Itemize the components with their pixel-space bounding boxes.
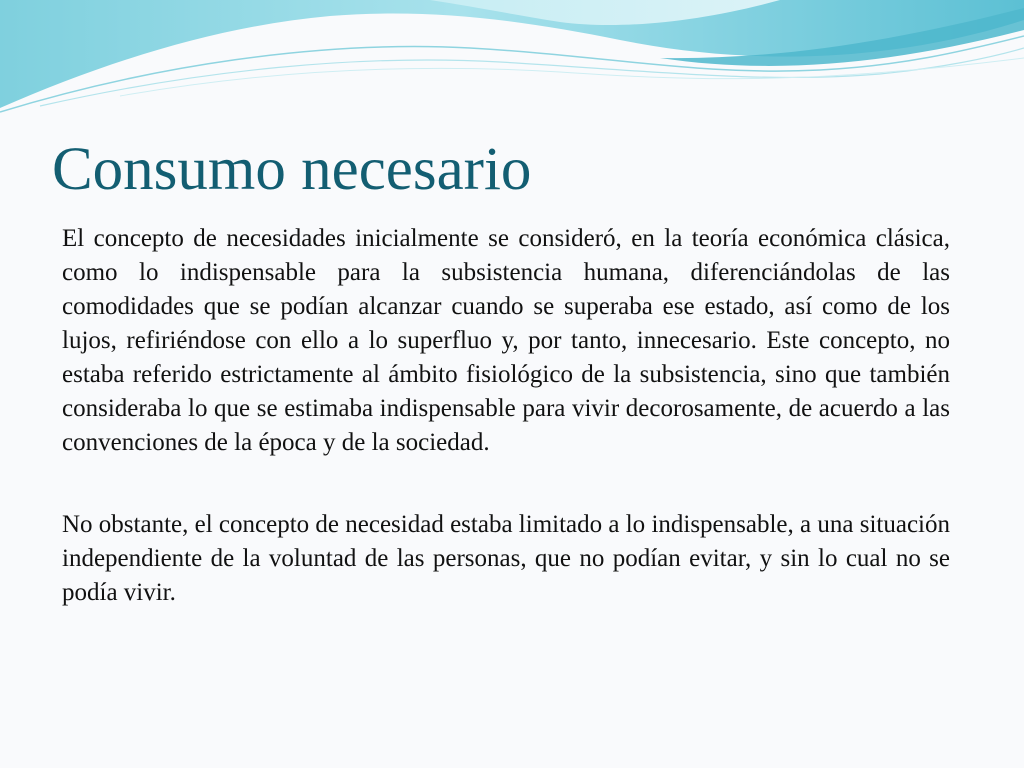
body-paragraph-2: No obstante, el concepto de necesidad estaba limitado a lo indispensable, a una situación independiente de la voluntad de las personas, que no podían evitar, y sin lo cual no se podía vivir. [62, 511, 950, 606]
slide-body [62, 222, 950, 658]
body-paragraph-1: El concepto de necesidades inicialmente se consideró, en la teoría económica clásica, como lo indispensable para la subsistencia humana, diferenciándolas de las comodidades que se podían alcanzar cuando se superaba ese estado, así como de los lujos, refiriéndose con ello a lo superfluo y, por tanto, innecesario. Este concepto, no estaba referido estrictamente al ámbito fisiológico de la subsistencia, sino que también consideraba lo que se estimaba indispensable para vivir decorosamente, de acuerdo a las convenciones de la época y de la sociedad. [62, 225, 950, 456]
slide-title: Consumo necesario [52, 136, 532, 203]
wave-banner-decoration [0, 0, 1024, 130]
